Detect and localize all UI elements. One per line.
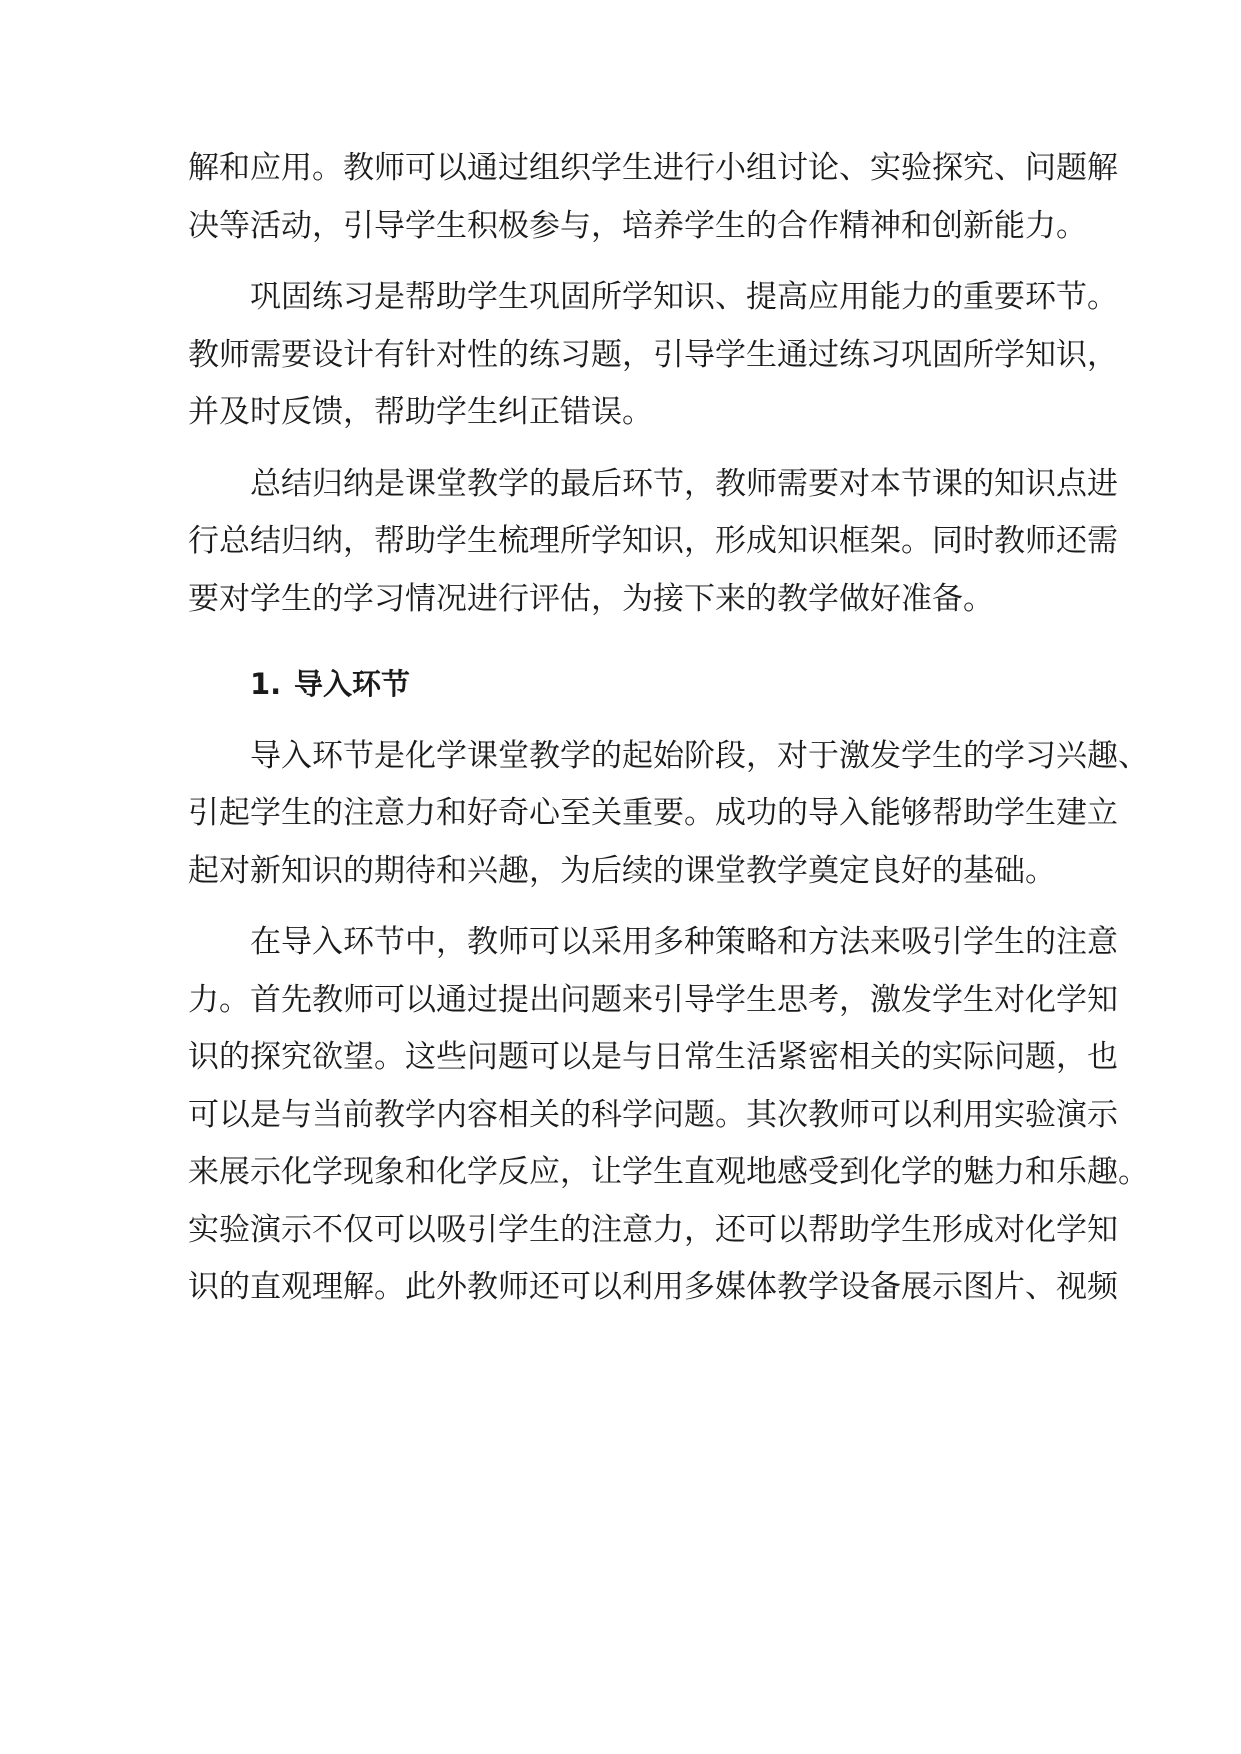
- text-line: 导入环节是化学课堂教学的起始阶段，对于激发学生的学习兴趣、: [250, 737, 1149, 774]
- section-heading: [188, 656, 1056, 714]
- section-title: 导入环节: [294, 667, 411, 701]
- text-line: 教师需要设计有针对性的练习题，引导学生通过练习巩固所学知识，: [188, 336, 1118, 373]
- text-line: 总结归纳是课堂教学的最后环节，教师需要对本节课的知识点进: [250, 465, 1118, 502]
- text-line: 并及时反馈，帮助学生纠正错误。: [188, 394, 653, 430]
- paragraph-2: [188, 269, 1118, 442]
- text-line: 决等活动，引导学生积极参与，培养学生的合作精神和创新能力。: [188, 207, 1087, 244]
- text-line: 可以是与当前教学内容相关的科学问题。其次教师可以利用实验演示: [188, 1096, 1118, 1133]
- document-body: [188, 140, 1149, 1317]
- text-line: 引起学生的注意力和好奇心至关重要。成功的导入能够帮助学生建立: [188, 795, 1118, 831]
- text-line: 起对新知识的期待和兴趣，为后续的课堂教学奠定良好的基础。: [188, 852, 1056, 889]
- text-line: 行总结归纳，帮助学生梳理所学知识，形成知识框架。同时教师还需: [188, 523, 1118, 559]
- text-line: 实验演示不仅可以吸引学生的注意力，还可以帮助学生形成对化学知: [188, 1211, 1118, 1248]
- paragraph-4: [188, 728, 1149, 901]
- text-line: 识的探究欲望。这些问题可以是与日常生活紧密相关的实际问题，也: [188, 1039, 1118, 1075]
- text-line: 解和应用。教师可以通过组织学生进行小组讨论、实验探究、问题解: [188, 150, 1118, 186]
- text-line: 力。首先教师可以通过提出问题来引导学生思考，激发学生对化学知: [188, 981, 1118, 1018]
- paragraph-3: [188, 456, 1118, 629]
- text-line: 巩固练习是帮助学生巩固所学知识、提高应用能力的重要环节。: [250, 279, 1118, 315]
- text-line: 要对学生的学习情况进行评估，为接下来的教学做好准备。: [188, 580, 994, 617]
- text-line: 识的直观理解。此外教师还可以利用多媒体教学设备展示图片、视频: [188, 1269, 1118, 1305]
- paragraph-1: [188, 140, 1118, 255]
- section-number: 1.: [250, 667, 282, 701]
- text-line: 来展示化学现象和化学反应，让学生直观地感受到化学的魅力和乐趣。: [188, 1154, 1149, 1190]
- text-line: 在导入环节中，教师可以采用多种策略和方法来吸引学生的注意: [250, 924, 1118, 960]
- paragraph-5: [188, 914, 1149, 1317]
